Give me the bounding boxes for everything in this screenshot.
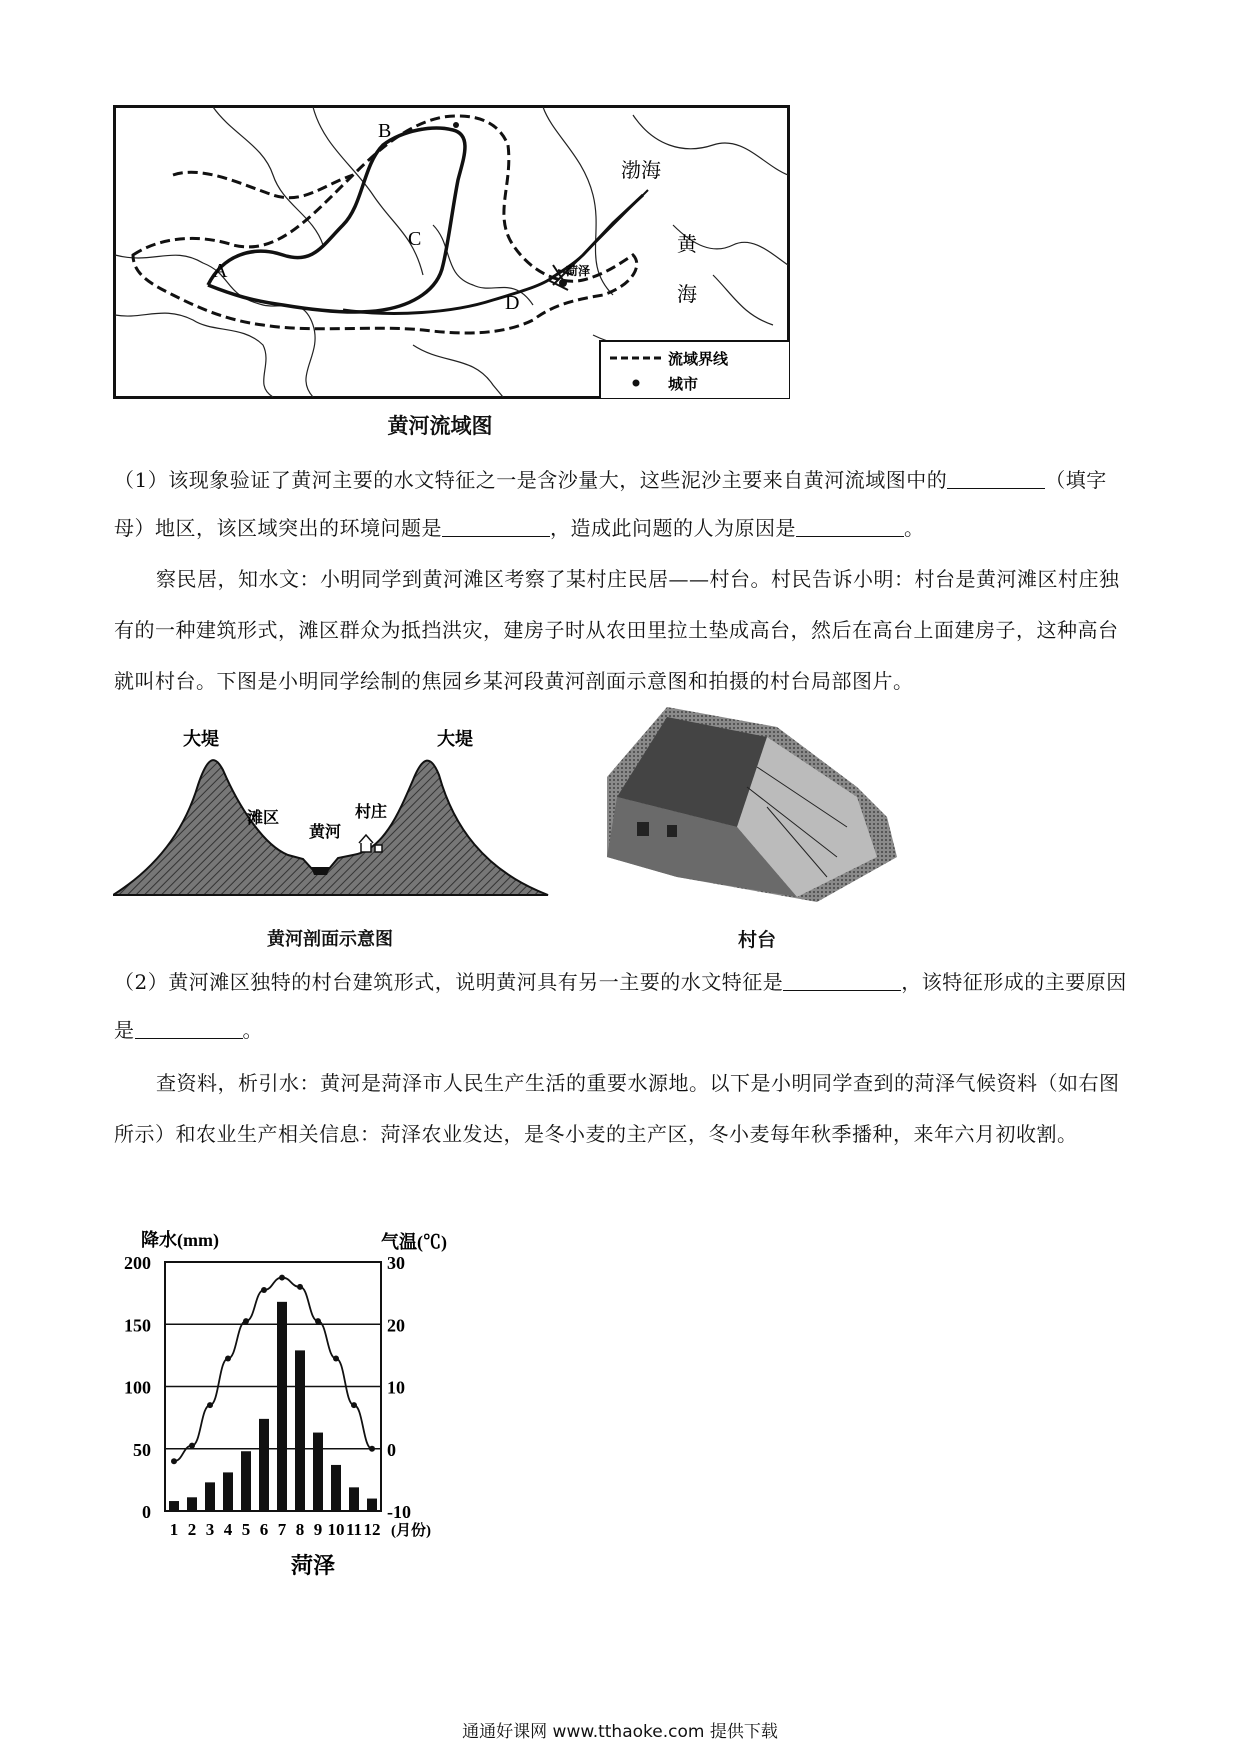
question-1: （1）该现象验证了黄河主要的水文特征之一是含沙量大，这些泥沙主要来自黄河流域图中的 （填字母）地区，该区域突出的环境问题是 ，造成此问题的人为原因是 。	[114, 468, 1107, 540]
x-tick-label: 6	[259, 1520, 269, 1539]
x-tick-label: 3	[205, 1520, 215, 1539]
x-tick-label: 7	[277, 1520, 287, 1539]
temperature-point	[279, 1275, 285, 1281]
yellow-river-basin-map	[113, 105, 790, 399]
left-tick-label: 200	[124, 1253, 151, 1273]
photo-caption: 村台	[737, 929, 776, 951]
q2-answer-blank-1[interactable]	[783, 968, 901, 991]
page-footer: 通通好课网 www.tthaoke.com 提供下载	[462, 1722, 778, 1742]
q2-answer-blank-2[interactable]	[135, 1016, 243, 1039]
temperature-point	[333, 1355, 339, 1361]
legend-boundary-label: 流域界线	[668, 350, 729, 368]
label-D: D	[505, 292, 520, 314]
temperature-point	[369, 1446, 375, 1452]
x-tick-label: 1	[169, 1520, 179, 1539]
temperature-point	[189, 1443, 195, 1449]
label-C: C	[408, 228, 422, 250]
precip-bar	[367, 1499, 377, 1511]
temperature-point	[351, 1402, 357, 1408]
river-profile-diagram	[113, 705, 553, 900]
precip-bar	[259, 1419, 269, 1511]
right-tick-label: 0	[387, 1439, 396, 1460]
precip-bar	[313, 1433, 323, 1511]
precip-bar	[295, 1350, 305, 1511]
village-paragraph: 察民居，知水文：小明同学到黄河滩区考察了某村庄民居——村台。村民告诉小明：村台是黄河滩区村庄独有的一种建筑形式，滩区群众为抵挡洪灾，建房子时从农田里拉土垫成高台，然后在高台上面建房子，这种高台就叫村台。下图是小明同学绘制的焦园乡某河段黄河剖面示意图和拍摄的村台局部图片。	[114, 567, 1120, 693]
x-tick-label: 2	[187, 1520, 197, 1539]
label-levee-left: 大堤	[183, 729, 219, 750]
q1-answer-blank-3[interactable]	[796, 514, 904, 537]
right-tick-label: 20	[387, 1315, 405, 1336]
temperature-point	[297, 1284, 303, 1290]
x-tick-label: 5	[241, 1520, 251, 1539]
village-platform-photo	[597, 707, 917, 907]
label-A: A	[213, 260, 228, 282]
precip-bar	[277, 1302, 287, 1511]
temperature-point	[243, 1318, 249, 1324]
temperature-point	[207, 1402, 213, 1408]
label-huanghai-2: 海	[677, 282, 697, 306]
q1-answer-blank-1[interactable]	[947, 466, 1045, 489]
label-huanghai-1: 黄	[677, 232, 697, 256]
question-2: （2）黄河滩区独特的村台建筑形式，说明黄河具有另一主要的水文特征是 ，该特征形成的主要原因是 。	[114, 970, 1127, 1042]
legend-city-label: 城市	[668, 375, 699, 393]
left-tick-label: 50	[133, 1439, 151, 1460]
temperature-point	[171, 1458, 177, 1464]
label-village: 村庄	[354, 802, 388, 821]
x-tick-label: 12	[363, 1520, 381, 1539]
label-river: 黄河	[308, 822, 342, 841]
map-caption: 黄河流域图	[387, 414, 493, 438]
precip-bar	[349, 1487, 359, 1511]
temperature-point	[225, 1355, 231, 1361]
x-tick-label: 8	[295, 1520, 305, 1539]
x-tick-label: 9	[313, 1520, 323, 1539]
temperature-line	[174, 1278, 372, 1462]
q1-answer-blank-2[interactable]	[442, 514, 550, 537]
label-levee-right: 大堤	[437, 729, 473, 750]
label-floodplain: 滩区	[246, 808, 280, 827]
precip-bar	[223, 1472, 233, 1511]
precip-bar	[205, 1482, 215, 1511]
profile-caption: 黄河剖面示意图	[267, 929, 393, 950]
heze-climate-chart	[113, 1228, 473, 1580]
label-bohai: 渤海	[621, 158, 661, 182]
precip-bar	[187, 1497, 197, 1511]
chart-ylabel-right: 气温(℃)	[381, 1232, 447, 1252]
label-heze: 菏泽	[566, 264, 591, 278]
precip-bar	[241, 1451, 251, 1511]
precip-bar	[331, 1465, 341, 1511]
x-tick-label: 4	[223, 1520, 233, 1539]
right-tick-label: 30	[387, 1253, 405, 1273]
left-tick-label: 100	[124, 1377, 151, 1398]
temperature-point	[315, 1318, 321, 1324]
right-tick-label: -10	[387, 1502, 411, 1522]
x-axis-label: (月份)	[391, 1523, 431, 1539]
climate-paragraph: 查资料，析引水：黄河是菏泽市人民生产生活的重要水源地。以下是小明同学查到的菏泽气候资料（如右图所示）和农业生产相关信息：菏泽农业发达，是冬小麦的主产区，冬小麦每年秋季播种，来年六月初收割。	[114, 1071, 1120, 1146]
left-tick-label: 150	[124, 1315, 151, 1336]
chart-ylabel-left: 降水(mm)	[141, 1230, 219, 1250]
left-tick-label: 0	[142, 1502, 151, 1522]
right-tick-label: 10	[387, 1377, 405, 1398]
x-tick-label: 10	[327, 1520, 345, 1539]
x-tick-label: 11	[345, 1520, 363, 1539]
chart-title: 菏泽	[290, 1554, 336, 1579]
label-B: B	[378, 120, 392, 142]
temperature-point	[261, 1287, 267, 1293]
precip-bar	[169, 1501, 179, 1511]
